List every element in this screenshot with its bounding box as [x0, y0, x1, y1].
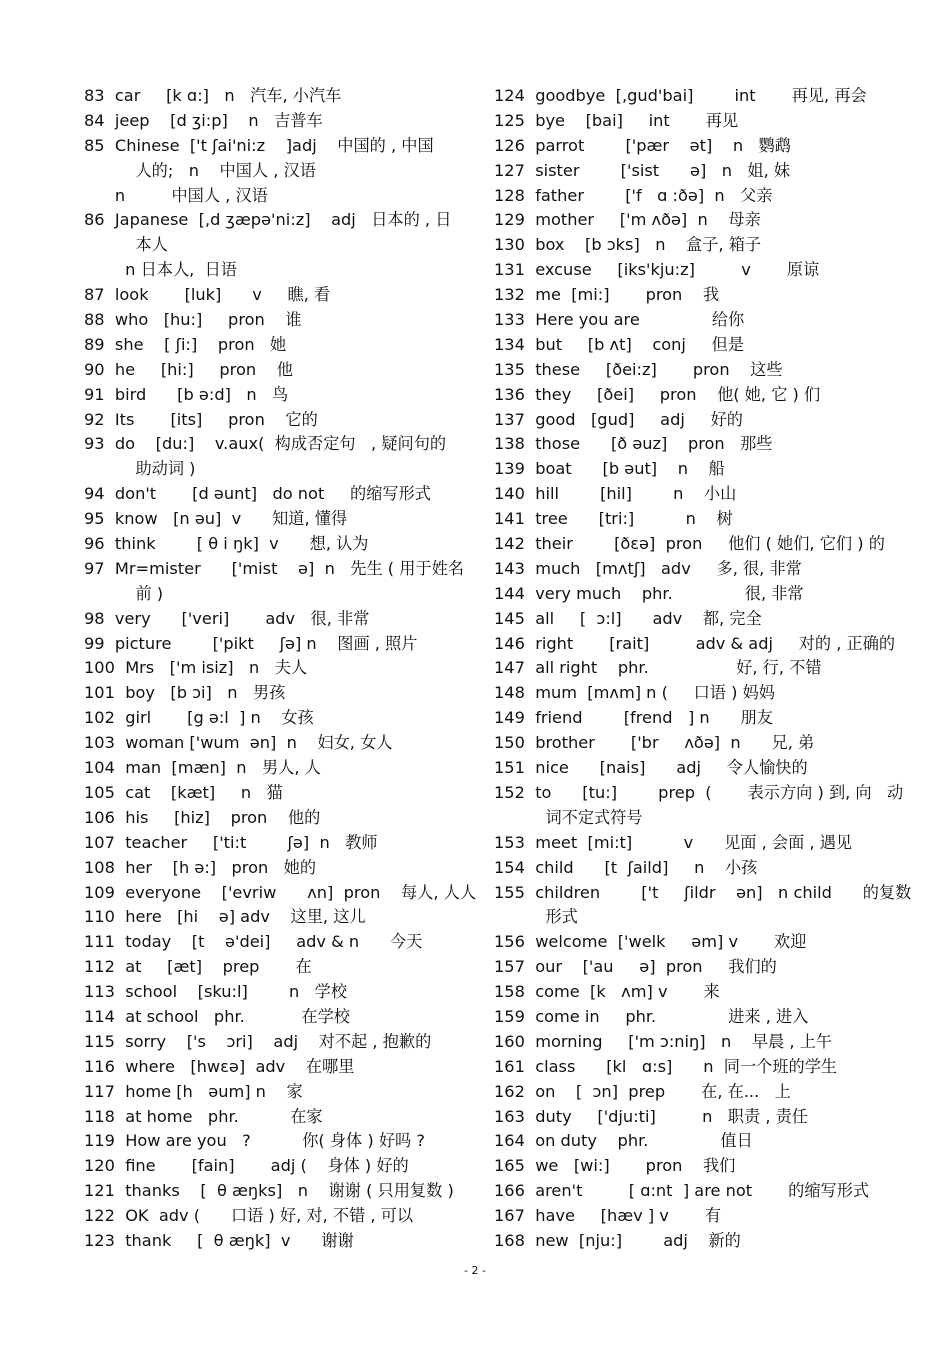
- vocabulary-line: 117 home [h əum] n 家: [84, 1081, 303, 1101]
- vocabulary-line: 137 good [gud] adj 好的: [494, 409, 743, 429]
- vocabulary-line: 113 school [sku:l] n 学校: [84, 982, 348, 1002]
- vocabulary-line: 142 their [ðɛə] pron 他们 ( 她们, 它们 ) 的: [494, 534, 885, 554]
- vocabulary-line: 83 car [k ɑ:] n 汽车, 小汽车: [84, 86, 342, 105]
- vocabulary-line: 145 all [ ɔ:l] adv 都, 完全: [494, 608, 762, 628]
- vocabulary-line: 85 Chinese ['t ʃai'ni:z ]adj 中国的 , 中国: [84, 135, 434, 155]
- vocabulary-line: 141 tree [tri:] n 树: [494, 509, 733, 529]
- vocabulary-line: 138 those [ð əuz] pron 那些: [494, 434, 773, 454]
- vocabulary-line: 147 all right phr. 好, 行, 不错: [494, 658, 822, 678]
- vocabulary-line: 91 bird [b ə:d] n 鸟: [84, 384, 289, 404]
- vocabulary-line: 102 girl [g ə:l ] n 女孩: [84, 708, 314, 728]
- vocabulary-line: 158 come [k ʌm] v 来: [494, 982, 720, 1002]
- vocabulary-line: 125 bye [bai] int 再见: [494, 110, 739, 130]
- vocabulary-line: 120 fine [fain] adj ( 身体 ) 好的: [84, 1156, 409, 1176]
- vocabulary-line: 124 goodbye [,gud'bai] int 再见, 再会: [494, 86, 867, 105]
- vocabulary-line: 111 today [t ə'dei] adv & n 今天: [84, 932, 423, 952]
- vocabulary-line: 119 How are you ? 你( 身体 ) 好吗 ?: [84, 1131, 425, 1151]
- vocabulary-line: 122 OK adv ( 口语 ) 好, 对, 不错 , 可以: [84, 1206, 414, 1226]
- vocabulary-line: 143 much [mʌtʃ] adv 多, 很, 非常: [494, 558, 802, 578]
- vocabulary-line: 93 do [du:] v.aux( 构成否定句 , 疑问句的: [84, 434, 447, 454]
- vocabulary-line: 84 jeep [d ʒi:p] n 吉普车: [84, 110, 323, 130]
- vocabulary-line: 95 know [n əu] v 知道, 懂得: [84, 509, 348, 529]
- vocabulary-line: 159 come in phr. 进来 , 进入: [494, 1006, 809, 1026]
- vocabulary-line: 162 on [ ɔn] prep 在, 在... 上: [494, 1081, 791, 1101]
- vocabulary-line: 140 hill [hil] n 小山: [494, 484, 737, 504]
- vocabulary-line: 144 very much phr. 很, 非常: [494, 583, 804, 603]
- vocabulary-line: 86 Japanese [,d ʒæpə'ni:z] adj 日本的 , 日: [84, 210, 452, 230]
- vocabulary-line: 106 his [hiz] pron 他的: [84, 807, 321, 827]
- vocabulary-line: 形式: [494, 907, 578, 927]
- vocabulary-line: 128 father ['f ɑ :ðə] n 父亲: [494, 185, 773, 205]
- vocabulary-line: 149 friend [frend ] n 朋友: [494, 708, 773, 728]
- vocabulary-line: 155 children ['t ʃildr ən] n child 的复数: [494, 882, 912, 902]
- vocabulary-line: 109 everyone ['evriw ʌn] pron 每人, 人人: [84, 882, 477, 902]
- vocabulary-line: 97 Mr=mister ['mist ə] n 先生 ( 用于姓名: [84, 558, 464, 578]
- vocabulary-line: 96 think [ θ i ŋk] v 想, 认为: [84, 534, 369, 554]
- vocabulary-line: 123 thank [ θ æŋk] v 谢谢: [84, 1230, 354, 1250]
- vocabulary-line: 163 duty ['dju:ti] n 职责 , 责任: [494, 1106, 808, 1126]
- vocabulary-line: n 中国人 , 汉语: [84, 185, 268, 205]
- vocabulary-column-right: [494, 84, 912, 1254]
- vocabulary-line: 88 who [hu:] pron 谁: [84, 310, 302, 330]
- vocabulary-line: 本人: [84, 235, 168, 255]
- vocabulary-line: 94 don't [d əunt] do not 的缩写形式: [84, 484, 431, 504]
- vocabulary-line: 136 they [ðei] pron 他( 她, 它 ) 们: [494, 384, 821, 404]
- vocabulary-line: 前 ): [84, 583, 164, 603]
- vocabulary-line: 100 Mrs ['m isiz] n 夫人: [84, 658, 308, 678]
- vocabulary-line: 135 these [ðei:z] pron 这些: [494, 359, 783, 379]
- vocabulary-line: 87 look [luk] v 瞧, 看: [84, 285, 331, 305]
- vocabulary-line: 146 right [rait] adv & adj 对的 , 正确的: [494, 633, 896, 653]
- vocabulary-line: 114 at school phr. 在学校: [84, 1006, 350, 1026]
- vocabulary-line: 148 mum [mʌm] n ( 口语 ) 妈妈: [494, 683, 775, 703]
- vocabulary-line: 107 teacher ['ti:t ʃə] n 教师: [84, 832, 378, 852]
- vocabulary-line: 152 to [tu:] prep ( 表示方向 ) 到, 向 动: [494, 782, 904, 802]
- vocabulary-line: 134 but [b ʌt] conj 但是: [494, 334, 745, 354]
- vocabulary-line: 157 our ['au ə] pron 我们的: [494, 957, 777, 977]
- vocabulary-line: 89 she [ ʃi:] pron 她: [84, 334, 287, 354]
- vocabulary-line: 126 parrot ['pær ət] n 鹦鹉: [494, 135, 791, 155]
- vocabulary-line: 164 on duty phr. 值日: [494, 1131, 753, 1151]
- vocabulary-line: 161 class [kl ɑ:s] n 同一个班的学生: [494, 1056, 838, 1076]
- vocabulary-line: 121 thanks [ θ æŋks] n 谢谢 ( 只用复数 ): [84, 1181, 454, 1201]
- vocabulary-line: 127 sister ['sist ə] n 姐, 妹: [494, 160, 791, 180]
- vocabulary-line: 112 at [æt] prep 在: [84, 957, 312, 977]
- vocabulary-line: 103 woman ['wum ən] n 妇女, 女人: [84, 733, 393, 753]
- vocabulary-line: 118 at home phr. 在家: [84, 1106, 323, 1126]
- vocabulary-line: 131 excuse [iks'kju:z] v 原谅: [494, 260, 820, 280]
- vocabulary-line: 105 cat [kæt] n 猫: [84, 782, 283, 802]
- vocabulary-line: 151 nice [nais] adj 令人愉快的: [494, 758, 808, 778]
- vocabulary-line: 167 have [hæv ] v 有: [494, 1206, 722, 1226]
- vocabulary-line: 156 welcome ['welk əm] v 欢迎: [494, 932, 807, 952]
- vocabulary-line: n 日本人, 日语: [84, 260, 237, 280]
- vocabulary-column-left: [84, 84, 477, 1254]
- vocabulary-line: 99 picture ['pikt ʃə] n 图画 , 照片: [84, 633, 418, 653]
- vocabulary-line: 153 meet [mi:t] v 见面 , 会面 , 遇见: [494, 832, 853, 852]
- vocabulary-line: 165 we [wi:] pron 我们: [494, 1156, 736, 1176]
- vocabulary-line: 92 Its [its] pron 它的: [84, 409, 318, 429]
- vocabulary-line: 115 sorry ['s ɔri] adj 对不起 , 抱歉的: [84, 1031, 432, 1051]
- vocabulary-line: 词不定式符号: [494, 807, 643, 827]
- vocabulary-line: 168 new [nju:] adj 新的: [494, 1230, 741, 1250]
- page-number: - 2 -: [464, 1264, 486, 1277]
- vocabulary-line: 101 boy [b ɔi] n 男孩: [84, 683, 286, 703]
- vocabulary-line: 98 very ['veri] adv 很, 非常: [84, 608, 370, 628]
- vocabulary-line: 132 me [mi:] pron 我: [494, 285, 720, 305]
- vocabulary-line: 130 box [b ɔks] n 盒子, 箱子: [494, 235, 762, 255]
- vocabulary-line: 人的; n 中国人 , 汉语: [84, 160, 316, 180]
- vocabulary-line: 90 he [hi:] pron 他: [84, 359, 293, 379]
- vocabulary-line: 166 aren't [ ɑ:nt ] are not 的缩写形式: [494, 1181, 870, 1201]
- vocabulary-line: 160 morning ['m ɔ:niŋ] n 早晨 , 上午: [494, 1031, 833, 1051]
- vocabulary-line: 129 mother ['m ʌðə] n 母亲: [494, 210, 761, 230]
- vocabulary-line: 154 child [t ʃaild] n 小孩: [494, 857, 758, 877]
- vocabulary-line: 139 boat [b əut] n 船: [494, 459, 725, 479]
- vocabulary-line: 133 Here you are 给你: [494, 310, 745, 330]
- vocabulary-line: 104 man [mæn] n 男人, 人: [84, 758, 321, 778]
- vocabulary-line: 150 brother ['br ʌðə] n 兄, 弟: [494, 733, 815, 753]
- vocabulary-line: 108 her [h ə:] pron 她的: [84, 857, 317, 877]
- vocabulary-line: 116 where [hwɛə] adv 在哪里: [84, 1056, 355, 1076]
- vocabulary-line: 110 here [hi ə] adv 这里, 这儿: [84, 907, 366, 927]
- vocabulary-line: 助动词 ): [84, 459, 196, 479]
